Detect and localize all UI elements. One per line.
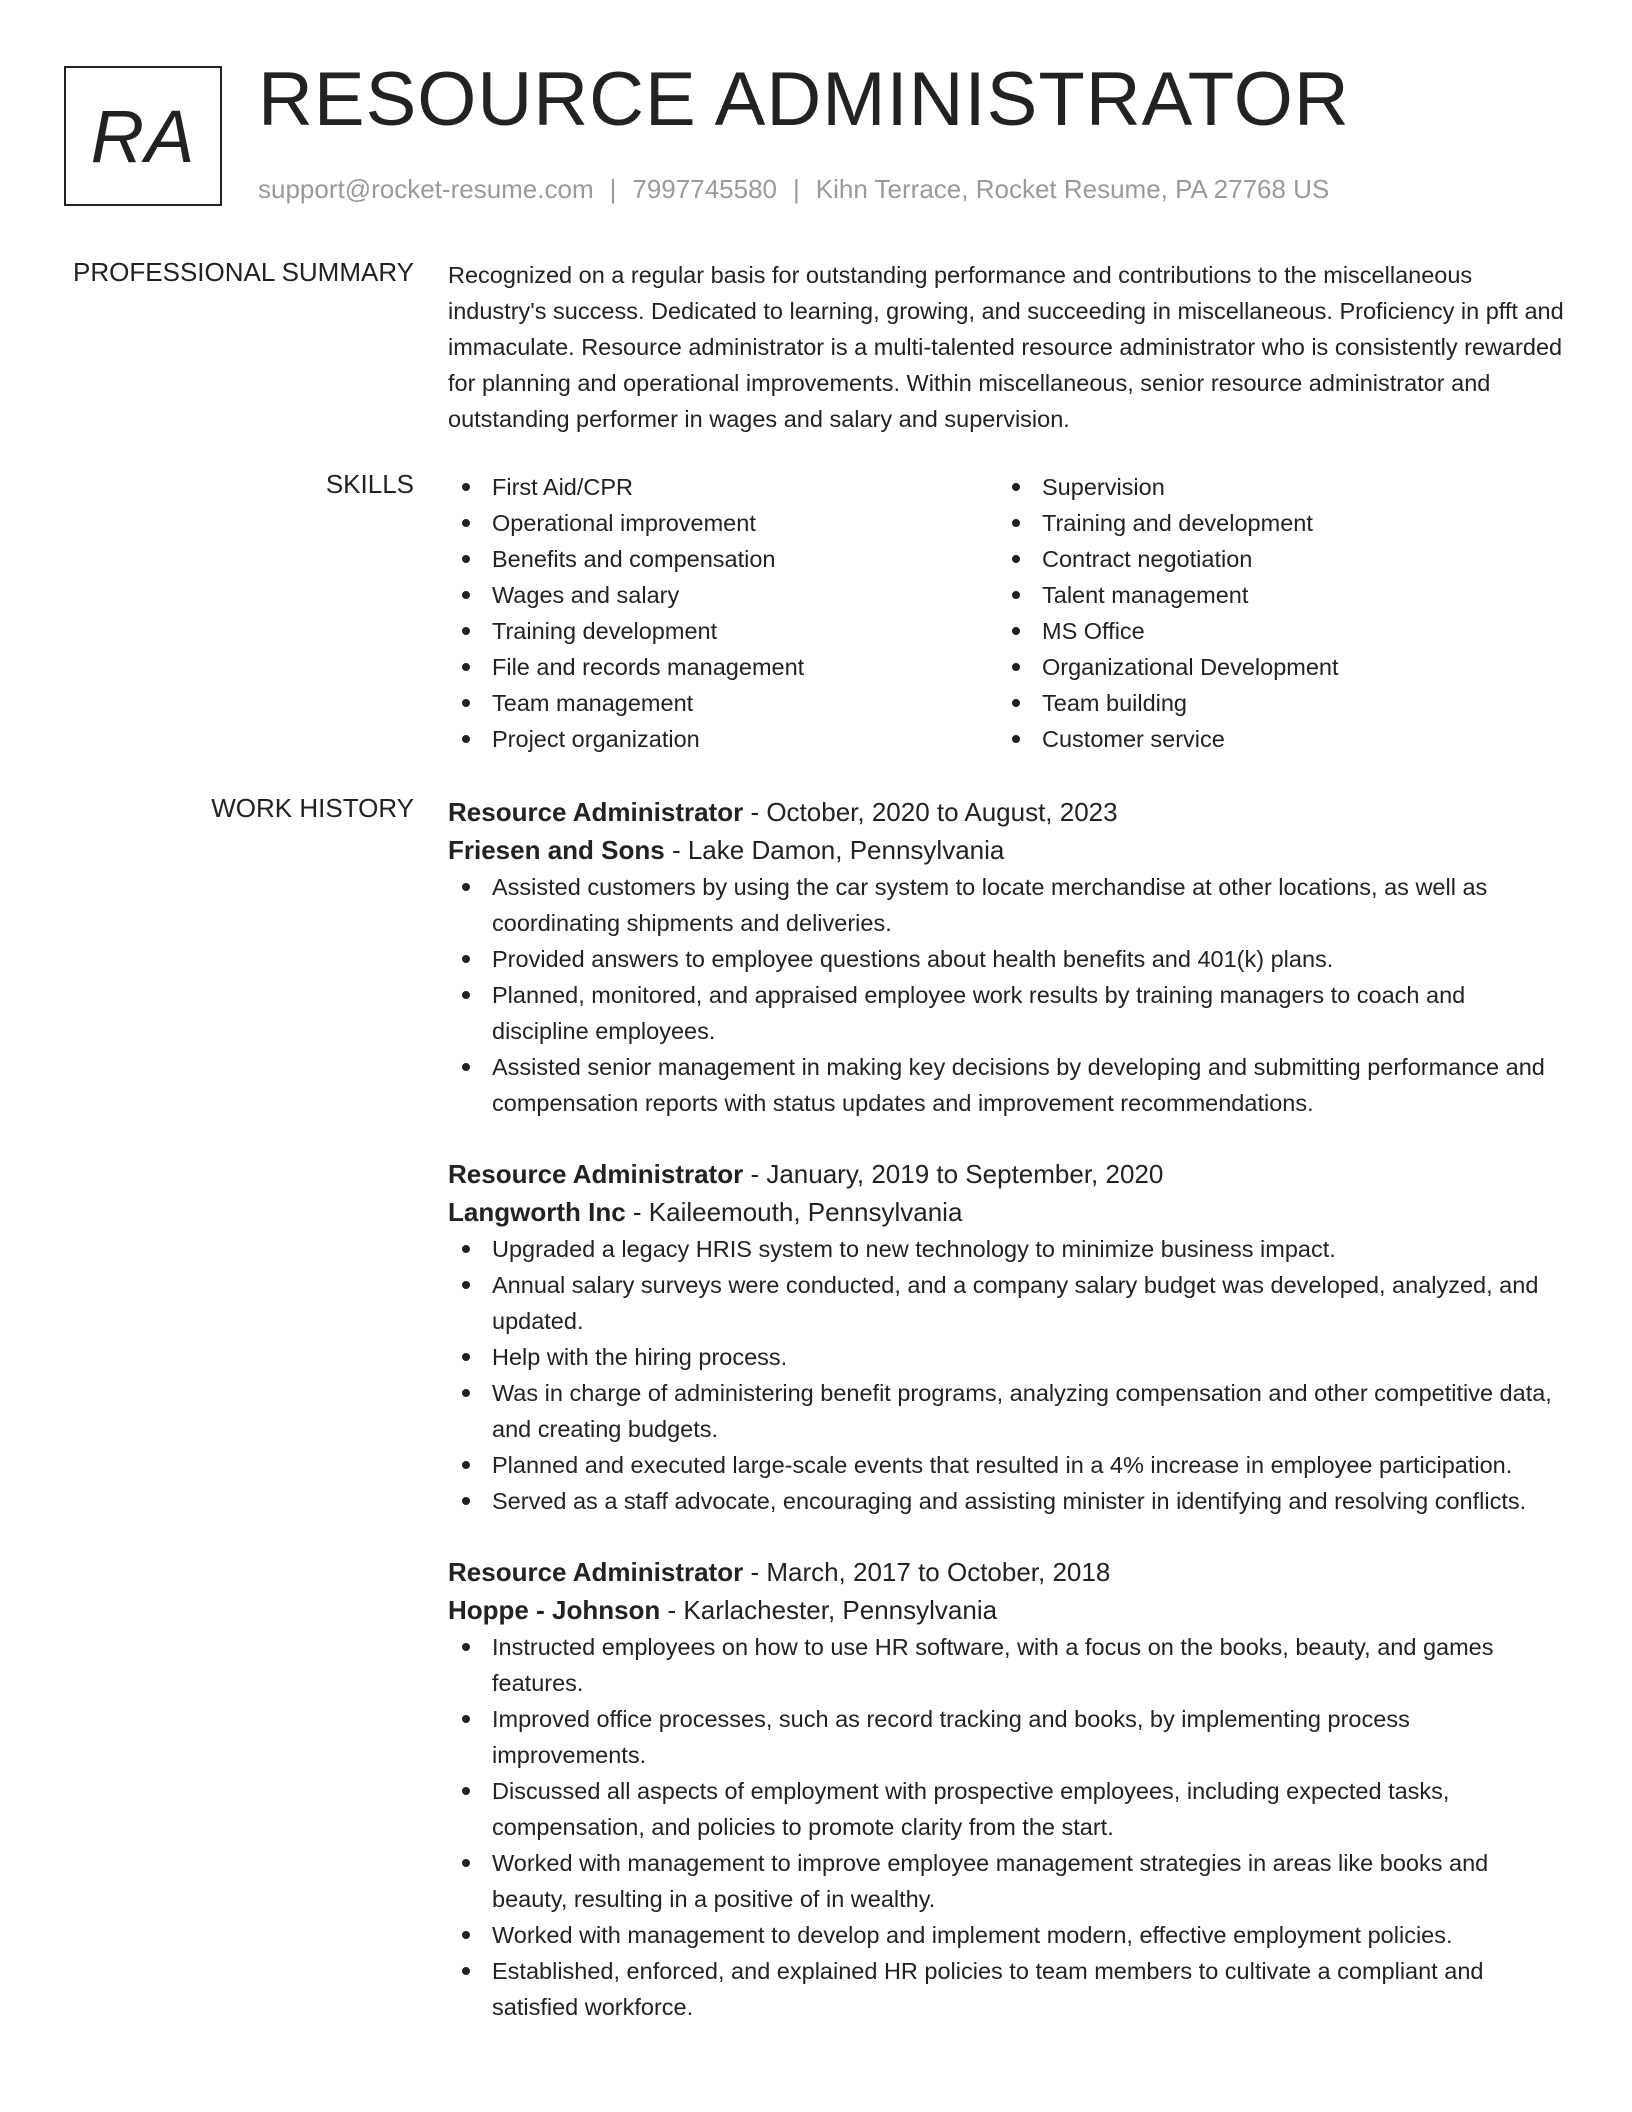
job-company: Langworth Inc [448, 1197, 626, 1227]
list-item: Wages and salary [448, 577, 998, 613]
list-item: Assisted customers by using the car system to locate merchandise at other locations, as well as coordinating shipments and deliveries. [448, 869, 1566, 941]
job-location: - Kaileemouth, Pennsylvania [625, 1197, 963, 1227]
list-item: Training and development [998, 505, 1548, 541]
job-bullets [448, 869, 1566, 1121]
list-item: First Aid/CPR [448, 469, 998, 505]
job-role: Resource Administrator [448, 1159, 744, 1189]
skills-column-right [998, 469, 1548, 757]
job-bullets [448, 1629, 1566, 2025]
list-item: Supervision [998, 469, 1548, 505]
job-entry [448, 1155, 1566, 1519]
list-item: Upgraded a legacy HRIS system to new technology to minimize business impact. [448, 1231, 1566, 1267]
list-item: Contract negotiation [998, 541, 1548, 577]
skills-body [448, 469, 1566, 757]
list-item: Was in charge of administering benefit programs, analyzing compensation and other competitive data, and creating budgets. [448, 1375, 1566, 1447]
list-item: Organizational Development [998, 649, 1548, 685]
contact-phone[interactable]: 7997745580 [632, 174, 777, 204]
contact-separator: | [793, 174, 800, 204]
summary-body [448, 257, 1566, 437]
job-company: Hoppe - Johnson [448, 1595, 661, 1625]
job-role: Resource Administrator [448, 1557, 744, 1587]
list-item: Talent management [998, 577, 1548, 613]
job-dates: - March, 2017 to October, 2018 [743, 1557, 1111, 1587]
job-location: - Karlachester, Pennsylvania [660, 1595, 998, 1625]
work-history-body [448, 793, 1566, 2059]
job-company: Friesen and Sons [448, 835, 665, 865]
list-item: Benefits and compensation [448, 541, 998, 577]
list-item: File and records management [448, 649, 998, 685]
monogram-logo: RA [64, 66, 222, 206]
list-item: Planned and executed large-scale events that resulted in a 4% increase in employee participation. [448, 1447, 1566, 1483]
list-item: Served as a staff advocate, encouraging and assisting minister in identifying and resolving conflicts. [448, 1483, 1566, 1519]
list-item: Discussed all aspects of employment with prospective employees, including expected tasks, compensation, and policies to promote clarity from the start. [448, 1773, 1566, 1845]
list-item: MS Office [998, 613, 1548, 649]
contact-line [258, 174, 1329, 205]
job-title-line [448, 1155, 1566, 1193]
list-item: Customer service [998, 721, 1548, 757]
list-item: Worked with management to develop and implement modern, effective employment policies. [448, 1917, 1566, 1953]
contact-separator: | [609, 174, 617, 204]
list-item: Team building [998, 685, 1548, 721]
list-item: Operational improvement [448, 505, 998, 541]
job-company-line [448, 1193, 1566, 1231]
list-item: Assisted senior management in making key decisions by developing and submitting performance and compensation reports with status updates and improvement recommendations. [448, 1049, 1566, 1121]
list-item: Annual salary surveys were conducted, and a company salary budget was developed, analyzed, and updated. [448, 1267, 1566, 1339]
list-item: Provided answers to employee questions about health benefits and 401(k) plans. [448, 941, 1566, 977]
job-dates: - January, 2019 to September, 2020 [743, 1159, 1164, 1189]
job-location: - Lake Damon, Pennsylvania [664, 835, 1005, 865]
skills-column-left [448, 469, 998, 757]
contact-email[interactable]: support@rocket-resume.com [258, 174, 594, 204]
job-title-line [448, 1553, 1566, 1591]
list-item: Instructed employees on how to use HR software, with a focus on the books, beauty, and games features. [448, 1629, 1566, 1701]
job-entry [448, 1553, 1566, 2025]
list-item: Worked with management to improve employee management strategies in areas like books and beauty, resulting in a positive of in wealthy. [448, 1845, 1566, 1917]
job-company-line [448, 1591, 1566, 1629]
list-item: Improved office processes, such as record tracking and books, by implementing process improvements. [448, 1701, 1566, 1773]
contact-address: Kihn Terrace, Rocket Resume, PA 27768 US [815, 174, 1330, 204]
summary-heading: PROFESSIONAL SUMMARY [73, 257, 414, 287]
skills-heading: SKILLS [325, 469, 414, 499]
job-company-line [448, 831, 1566, 869]
job-role: Resource Administrator [448, 797, 744, 827]
list-item: Team management [448, 685, 998, 721]
list-item: Project organization [448, 721, 998, 757]
skills-grid [448, 469, 1548, 757]
resume-name: RESOURCE ADMINISTRATOR [258, 57, 1350, 142]
summary-text: Recognized on a regular basis for outstanding performance and contributions to the miscellaneous industry's success. Dedicated to learning, growing, and succeeding in miscellaneous. Proficiency in pfft and immaculate. Resource administrator is a multi-talented resource administrator who is consistently rewarded for planning and operational improvements. Within miscellaneous, senior resource administrator and outstanding performer in wages and salary and supervision. [448, 262, 1564, 432]
list-item: Established, enforced, and explained HR policies to team members to cultivate a compliant and satisfied workforce. [448, 1953, 1566, 2025]
job-entry [448, 793, 1566, 1121]
job-dates: - October, 2020 to August, 2023 [743, 797, 1118, 827]
list-item: Help with the hiring process. [448, 1339, 1566, 1375]
job-bullets [448, 1231, 1566, 1519]
list-item: Training development [448, 613, 998, 649]
work-history-heading: WORK HISTORY [211, 793, 414, 823]
list-item: Planned, monitored, and appraised employee work results by training managers to coach and discipline employees. [448, 977, 1566, 1049]
job-title-line [448, 793, 1566, 831]
